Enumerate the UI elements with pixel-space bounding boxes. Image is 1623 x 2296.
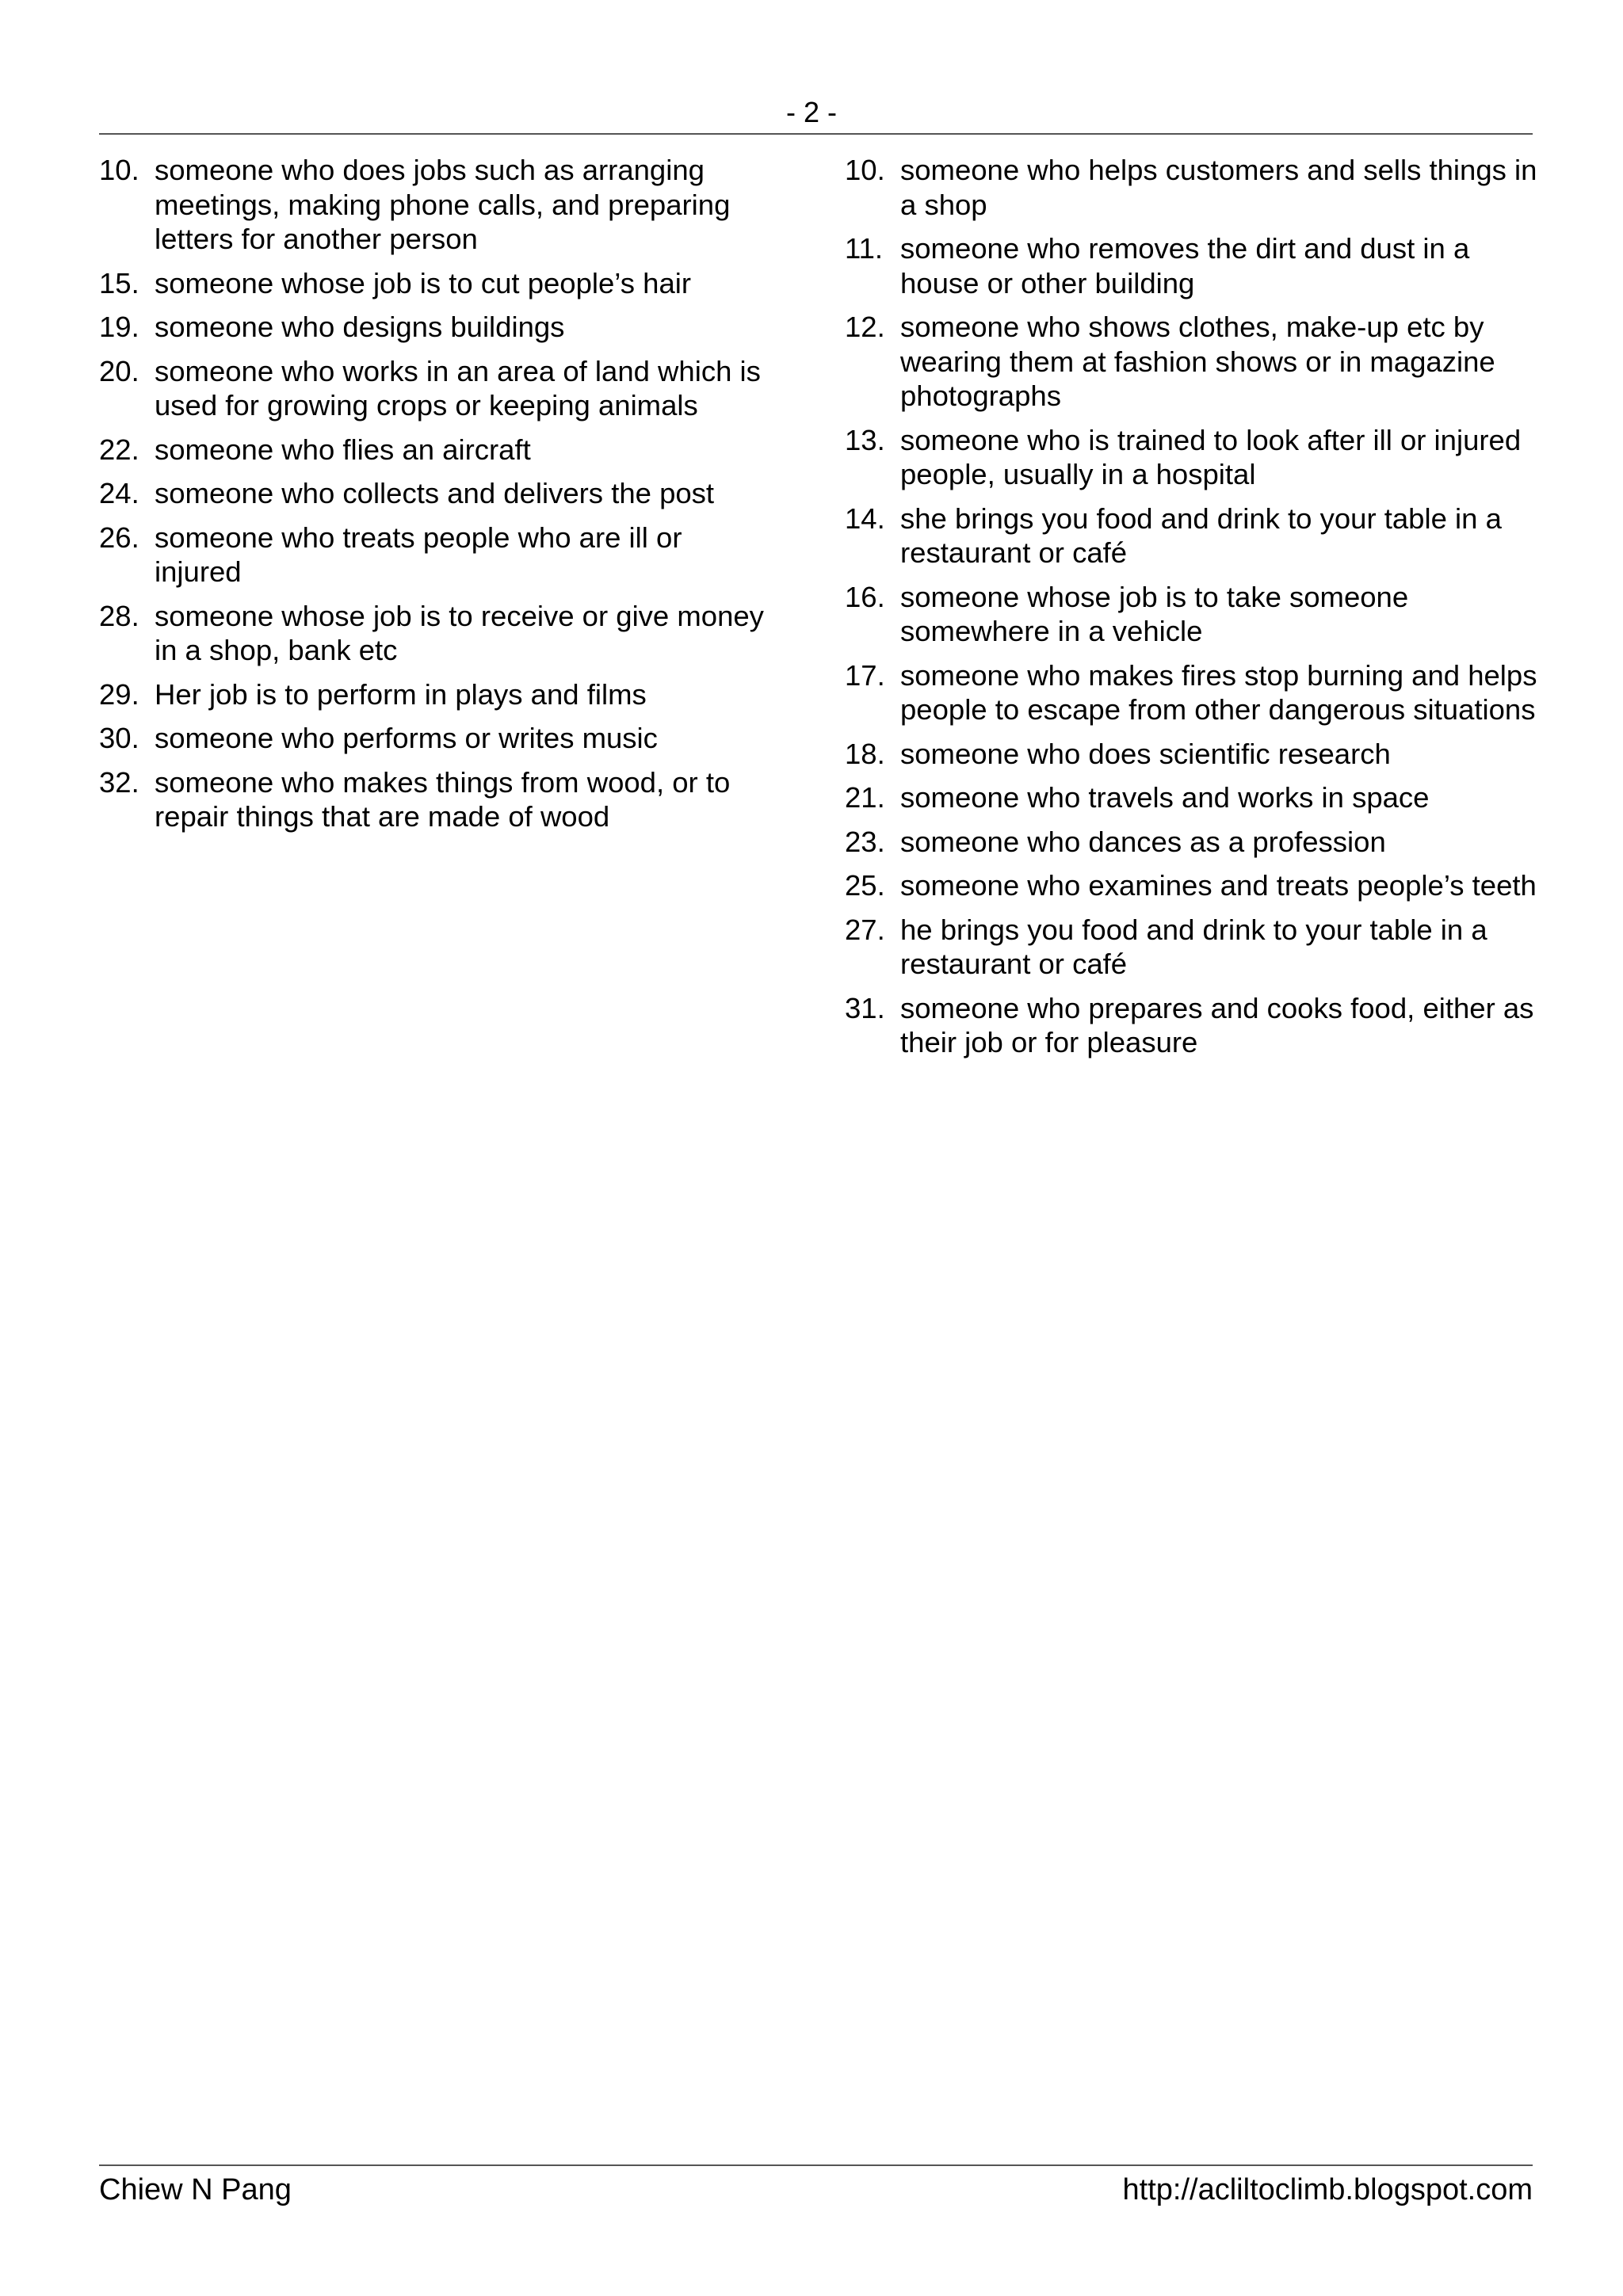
clue-number: 32. [99, 765, 139, 799]
clue-number: 18. [845, 737, 885, 770]
clue-item [99, 354, 769, 423]
clue-text: someone whose job is to take someone somewhere in a vehicle [900, 580, 1409, 647]
clue-item [845, 310, 1538, 414]
clue-text: he brings you food and drink to your table in a restaurant or café [900, 913, 1487, 980]
clue-text: someone who does scientific research [900, 737, 1391, 770]
clue-text: someone who flies an aircraft [155, 433, 531, 466]
clue-item [99, 433, 769, 467]
clue-number: 15. [99, 266, 139, 299]
clue-item [845, 502, 1538, 570]
clue-number: 17. [845, 658, 885, 692]
clue-number: 10. [99, 154, 139, 186]
clue-number: 27. [845, 913, 885, 946]
clue-item [99, 310, 769, 345]
clue-number: 16. [845, 580, 885, 613]
clue-item [99, 266, 769, 301]
clue-item [99, 153, 769, 257]
clue-number: 29. [99, 677, 139, 711]
page-number: - 2 - [785, 96, 837, 128]
clue-item [845, 423, 1538, 492]
clue-text: someone who treats people who are ill or injured [155, 521, 682, 588]
clue-number: 19. [99, 311, 139, 343]
clue-item [99, 765, 769, 834]
clue-item [845, 913, 1538, 982]
clue-number: 12. [845, 311, 885, 343]
clue-text: someone who makes fires stop burning and helps people to escape from other dangerous situations [900, 658, 1537, 726]
clue-text: someone who makes things from wood, or to repair things that are made of wood [155, 765, 731, 833]
clue-item [845, 658, 1538, 727]
footer-url: http://acliltoclimb.blogspot.com [1122, 2173, 1533, 2206]
clue-number: 23. [845, 825, 885, 858]
footer-author: Chiew N Pang [99, 2173, 292, 2206]
clue-number: 26. [99, 521, 139, 554]
clue-text: someone whose job is to receive or give money in a shop, bank etc [155, 599, 764, 666]
clues-left-column [99, 153, 769, 844]
clue-text: someone who performs or writes music [155, 722, 658, 754]
clue-item [845, 737, 1538, 772]
clue-item [99, 476, 769, 511]
clue-number: 21. [845, 781, 885, 814]
clue-number: 14. [845, 502, 885, 535]
clue-item [845, 580, 1538, 649]
clue-text: someone who works in an area of land which is used for growing crops or keeping animals [155, 354, 761, 421]
clue-item [845, 780, 1538, 815]
clue-text: someone who removes the dirt and dust in a house or other building [900, 232, 1470, 299]
clue-item [99, 677, 769, 712]
clue-text: someone who travels and works in space [900, 781, 1430, 814]
clue-number: 30. [99, 722, 139, 754]
header-divider [99, 133, 1533, 135]
clue-text: someone who designs buildings [155, 311, 565, 343]
clue-text: someone who dances as a profession [900, 825, 1386, 858]
clue-number: 24. [99, 477, 139, 509]
clue-text: someone who helps customers and sells things in a shop [900, 154, 1537, 221]
clue-item [845, 868, 1538, 903]
clue-number: 10. [845, 154, 885, 186]
clue-item [845, 825, 1538, 860]
clue-item [99, 721, 769, 756]
clue-text: someone who collects and delivers the post [155, 477, 715, 509]
clue-text: someone whose job is to cut people’s hair [155, 266, 692, 299]
clue-item [845, 153, 1538, 222]
clue-number: 20. [99, 354, 139, 387]
clue-text: someone who prepares and cooks food, either as their job or for pleasure [900, 991, 1534, 1058]
clue-text: someone who does jobs such as arranging meetings, making phone calls, and preparing letters for another person [155, 154, 731, 255]
clue-text: she brings you food and drink to your table in a restaurant or café [900, 502, 1502, 569]
clue-text: someone who examines and treats people’s teeth [900, 869, 1537, 902]
clue-number: 13. [845, 423, 885, 456]
clue-text: someone who shows clothes, make-up etc by wearing them at fashion shows or in magazine photographs [900, 311, 1495, 412]
clue-number: 11. [845, 232, 884, 265]
clue-text: someone who is trained to look after ill or injured people, usually in a hospital [900, 423, 1522, 490]
clue-number: 28. [99, 599, 139, 632]
clues-right-column [845, 153, 1538, 1070]
clue-text: Her job is to perform in plays and films [155, 677, 647, 711]
clue-item [845, 991, 1538, 1060]
clue-item [845, 231, 1538, 300]
footer-divider [99, 2164, 1533, 2166]
clue-item [99, 521, 769, 589]
clue-number: 31. [845, 991, 885, 1024]
clue-item [99, 599, 769, 668]
clue-number: 22. [99, 433, 139, 466]
clue-number: 25. [845, 869, 885, 902]
